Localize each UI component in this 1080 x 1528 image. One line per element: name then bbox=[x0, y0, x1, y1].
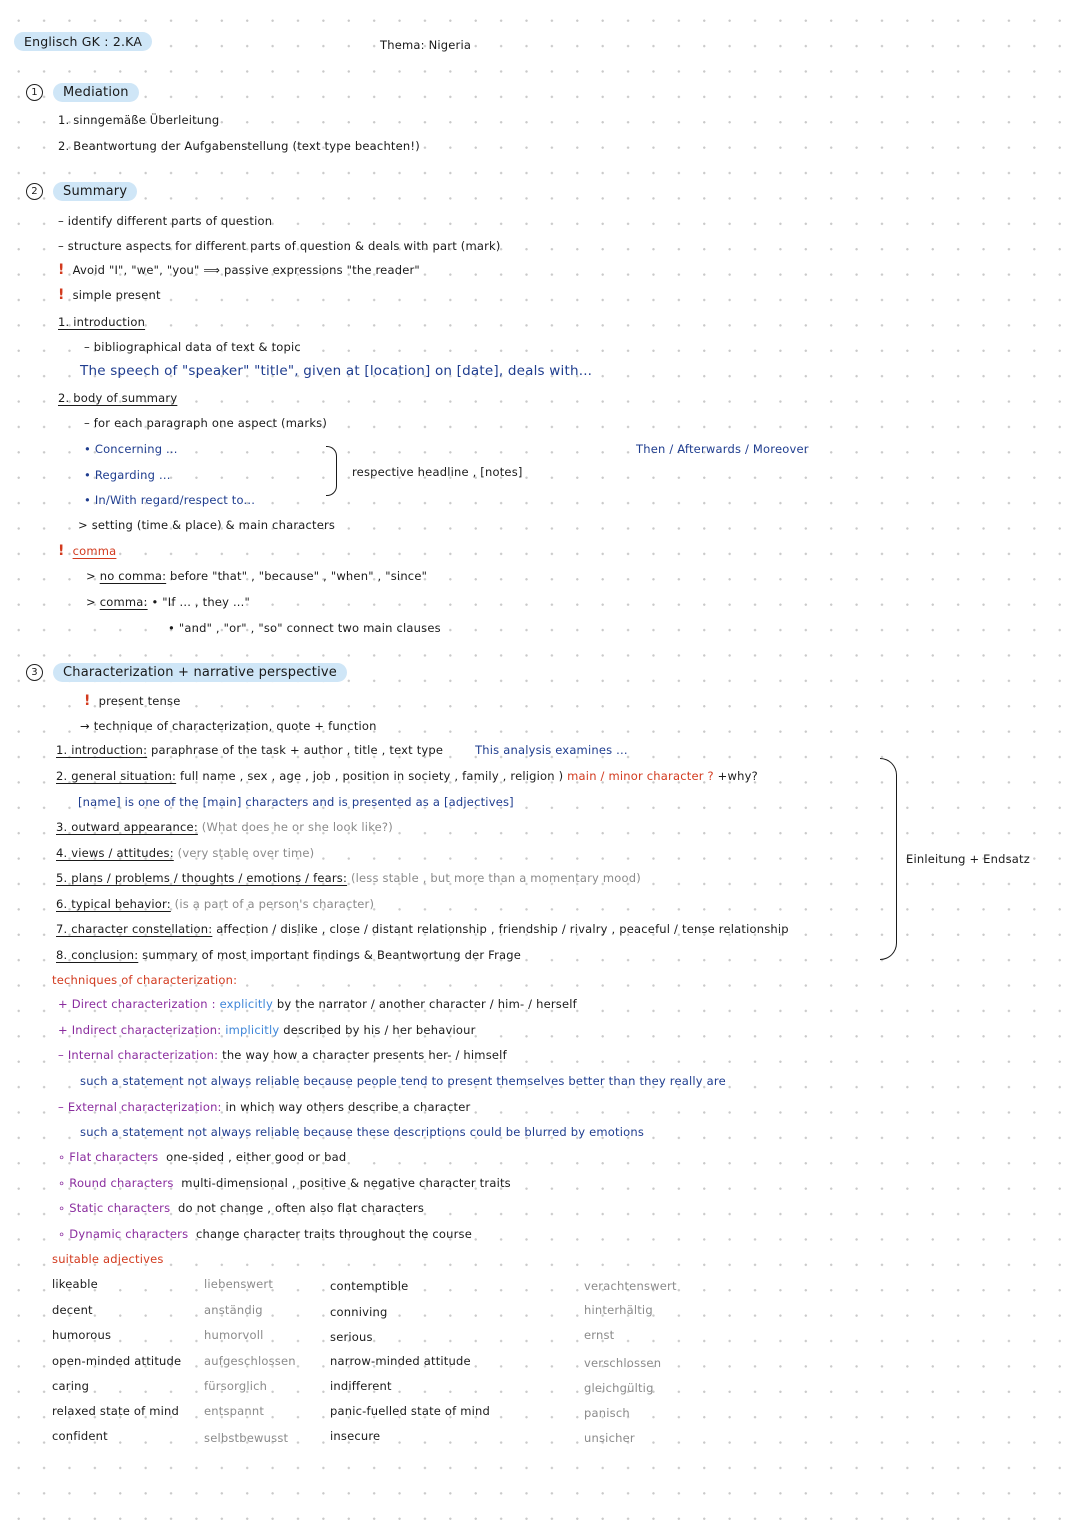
adjective-de: verachtenswert bbox=[584, 1279, 677, 1293]
curly-brace-icon bbox=[880, 758, 897, 960]
adjective-de: hinterhältig bbox=[584, 1303, 653, 1317]
phrase-item: • Regarding ... bbox=[84, 468, 171, 482]
technique-item: – External characterization: in which way others describe a character bbox=[58, 1100, 471, 1114]
character-type: ∘ Dynamic characters change character traits throughout the course bbox=[58, 1227, 473, 1241]
characterization-warning: ! present tense bbox=[84, 693, 181, 709]
summary-intro-point: – bibliographical data of text & topic bbox=[84, 340, 301, 354]
summary-body-point: – for each paragraph one aspect (marks) bbox=[84, 416, 328, 430]
adjective-en: confident bbox=[52, 1429, 108, 1443]
adjectives-heading: suitable adjectives bbox=[52, 1252, 164, 1266]
summary-warning: ! Avoid "I", "we", "you" ⟹ passive expressions "the reader" bbox=[58, 262, 420, 278]
technique-subnote: such a statement not always reliable because these descriptions could be blurred by emotions bbox=[80, 1125, 645, 1139]
phrase-item: • Concerning ... bbox=[84, 442, 178, 456]
course-title: Englisch GK : 2.KA bbox=[14, 34, 152, 50]
adjective-en: indifferent bbox=[330, 1379, 392, 1393]
adjective-de: aufgeschlossen bbox=[204, 1354, 296, 1368]
section-mediation-heading: 1 Mediation bbox=[26, 84, 139, 101]
section-summary-heading: 2 Summary bbox=[26, 183, 137, 200]
comma-heading: ! comma bbox=[58, 543, 117, 559]
summary-intro-label: 1. introduction bbox=[58, 315, 146, 329]
character-type: ∘ Static characters do not change , often also flat characters bbox=[58, 1201, 425, 1215]
adjective-en: serious bbox=[330, 1330, 373, 1344]
step-item: 8. conclusion: summary of most important findings & Beantwortung der Frage bbox=[56, 948, 522, 962]
techniques-heading: techniques of characterization: bbox=[52, 973, 238, 987]
step-item: 5. plans / problems / thoughts / emotions / fears: (less stable , but more than a momentary mood) bbox=[56, 871, 641, 885]
adjective-de: gleichgültig bbox=[584, 1381, 654, 1395]
step-example: [name] is one of the [main] characters and is presented as a [adjectives] bbox=[78, 795, 514, 809]
section-number-badge: 3 bbox=[26, 664, 43, 681]
adjective-de: unsicher bbox=[584, 1431, 635, 1445]
adjective-en: narrow-minded attitude bbox=[330, 1354, 471, 1368]
adjective-de: panisch bbox=[584, 1406, 630, 1420]
technique-item: + Indirect characterization: implicitly described by his / her behaviour bbox=[58, 1023, 476, 1037]
adjective-de: liebenswert bbox=[204, 1277, 274, 1291]
summary-intro-example: The speech of "speaker" "title", given at [location] on [date], deals with... bbox=[80, 363, 593, 379]
step-item: 7. character constellation: affection / dislike , close / distant relationship , friendship / rivalry , peaceful / tense relationship bbox=[56, 922, 789, 936]
exclamation-icon: ! bbox=[58, 543, 65, 559]
mediation-item: 2. Beantwortung der Aufgabenstellung (text type beachten!) bbox=[58, 139, 420, 153]
phrase-item: • In/With regard/respect to... bbox=[84, 493, 256, 507]
exclamation-icon: ! bbox=[58, 287, 65, 303]
step-item: 4. views / attitudes: (very stable over time) bbox=[56, 846, 315, 860]
adjective-de: ernst bbox=[584, 1328, 615, 1342]
step-item: 3. outward appearance: (What does he or she look like?) bbox=[56, 820, 393, 834]
adjective-en: caring bbox=[52, 1379, 90, 1393]
summary-warning: ! simple present bbox=[58, 287, 161, 303]
adjective-en: humorous bbox=[52, 1328, 112, 1342]
character-type: ∘ Round characters multi-dimensional , positive & negative character traits bbox=[58, 1176, 511, 1190]
no-comma-rule: > no comma: before "that" , "because" , "when" , "since" bbox=[86, 569, 428, 583]
comma-rule-2: • "and" , "or" , "so" connect two main clauses bbox=[168, 621, 441, 635]
exclamation-icon: ! bbox=[58, 262, 65, 278]
adjective-de: selbstbewusst bbox=[204, 1431, 289, 1445]
mediation-item: 1. sinngemäße Überleitung bbox=[58, 113, 220, 127]
characterization-arrow-note: → technique of characterization, quote + function bbox=[80, 719, 377, 733]
section-characterization-heading: 3 Characterization + narrative perspective bbox=[26, 664, 347, 681]
technique-item: + Direct characterization : explicitly by the narrator / another character / him- / herself bbox=[58, 997, 577, 1011]
adjective-en: likeable bbox=[52, 1277, 98, 1291]
step-item: 2. general situation: full name , sex , age , job , position in society , family , religion ) main / minor character ? +why? bbox=[56, 769, 758, 783]
brace-note: respective headline , [notes] bbox=[352, 465, 523, 479]
section-number-badge: 2 bbox=[26, 183, 43, 200]
adjective-de: anständig bbox=[204, 1303, 263, 1317]
comma-rule: > comma: • "If ... , they ..." bbox=[86, 595, 251, 609]
adjective-en: panic-fuelled state of mind bbox=[330, 1404, 491, 1418]
section-number-badge: 1 bbox=[26, 84, 43, 101]
adjective-en: relaxed state of mind bbox=[52, 1404, 179, 1418]
adjective-de: humorvoll bbox=[204, 1328, 264, 1342]
adjective-en: decent bbox=[52, 1303, 93, 1317]
adjective-en: insecure bbox=[330, 1429, 381, 1443]
adjective-de: fürsorglich bbox=[204, 1379, 268, 1393]
connectors-note: Then / Afterwards / Moreover bbox=[636, 442, 809, 456]
brace-note: Einleitung + Endsatz bbox=[906, 852, 1030, 866]
step-item: 1. introduction: paraphrase of the task + author , title , text type This analysis examines ... bbox=[56, 743, 628, 757]
adjective-de: entspannt bbox=[204, 1404, 265, 1418]
adjective-en: conniving bbox=[330, 1305, 388, 1319]
summary-body-label: 2. body of summary bbox=[58, 391, 178, 405]
step-item: 6. typical behavior: (is a part of a person's character) bbox=[56, 897, 375, 911]
summary-bullet: – structure aspects for different parts of question & deals with part (mark) bbox=[58, 239, 501, 253]
character-type: ∘ Flat characters one-sided , either good or bad bbox=[58, 1150, 347, 1164]
exclamation-icon: ! bbox=[84, 693, 91, 709]
summary-bullet: – identify different parts of question bbox=[58, 214, 273, 228]
topic-title: Thema: Nigeria bbox=[380, 38, 472, 52]
adjective-en: open-minded attitude bbox=[52, 1354, 182, 1368]
technique-item: – Internal characterization: the way how a character presents her- / himself bbox=[58, 1048, 507, 1062]
setting-note: > setting (time & place) & main characters bbox=[78, 518, 336, 532]
adjective-en: contemptible bbox=[330, 1279, 409, 1293]
adjective-de: verschlossen bbox=[584, 1356, 662, 1370]
technique-subnote: such a statement not always reliable because people tend to present themselves better than they really are bbox=[80, 1074, 726, 1088]
curly-brace-icon bbox=[326, 446, 337, 496]
